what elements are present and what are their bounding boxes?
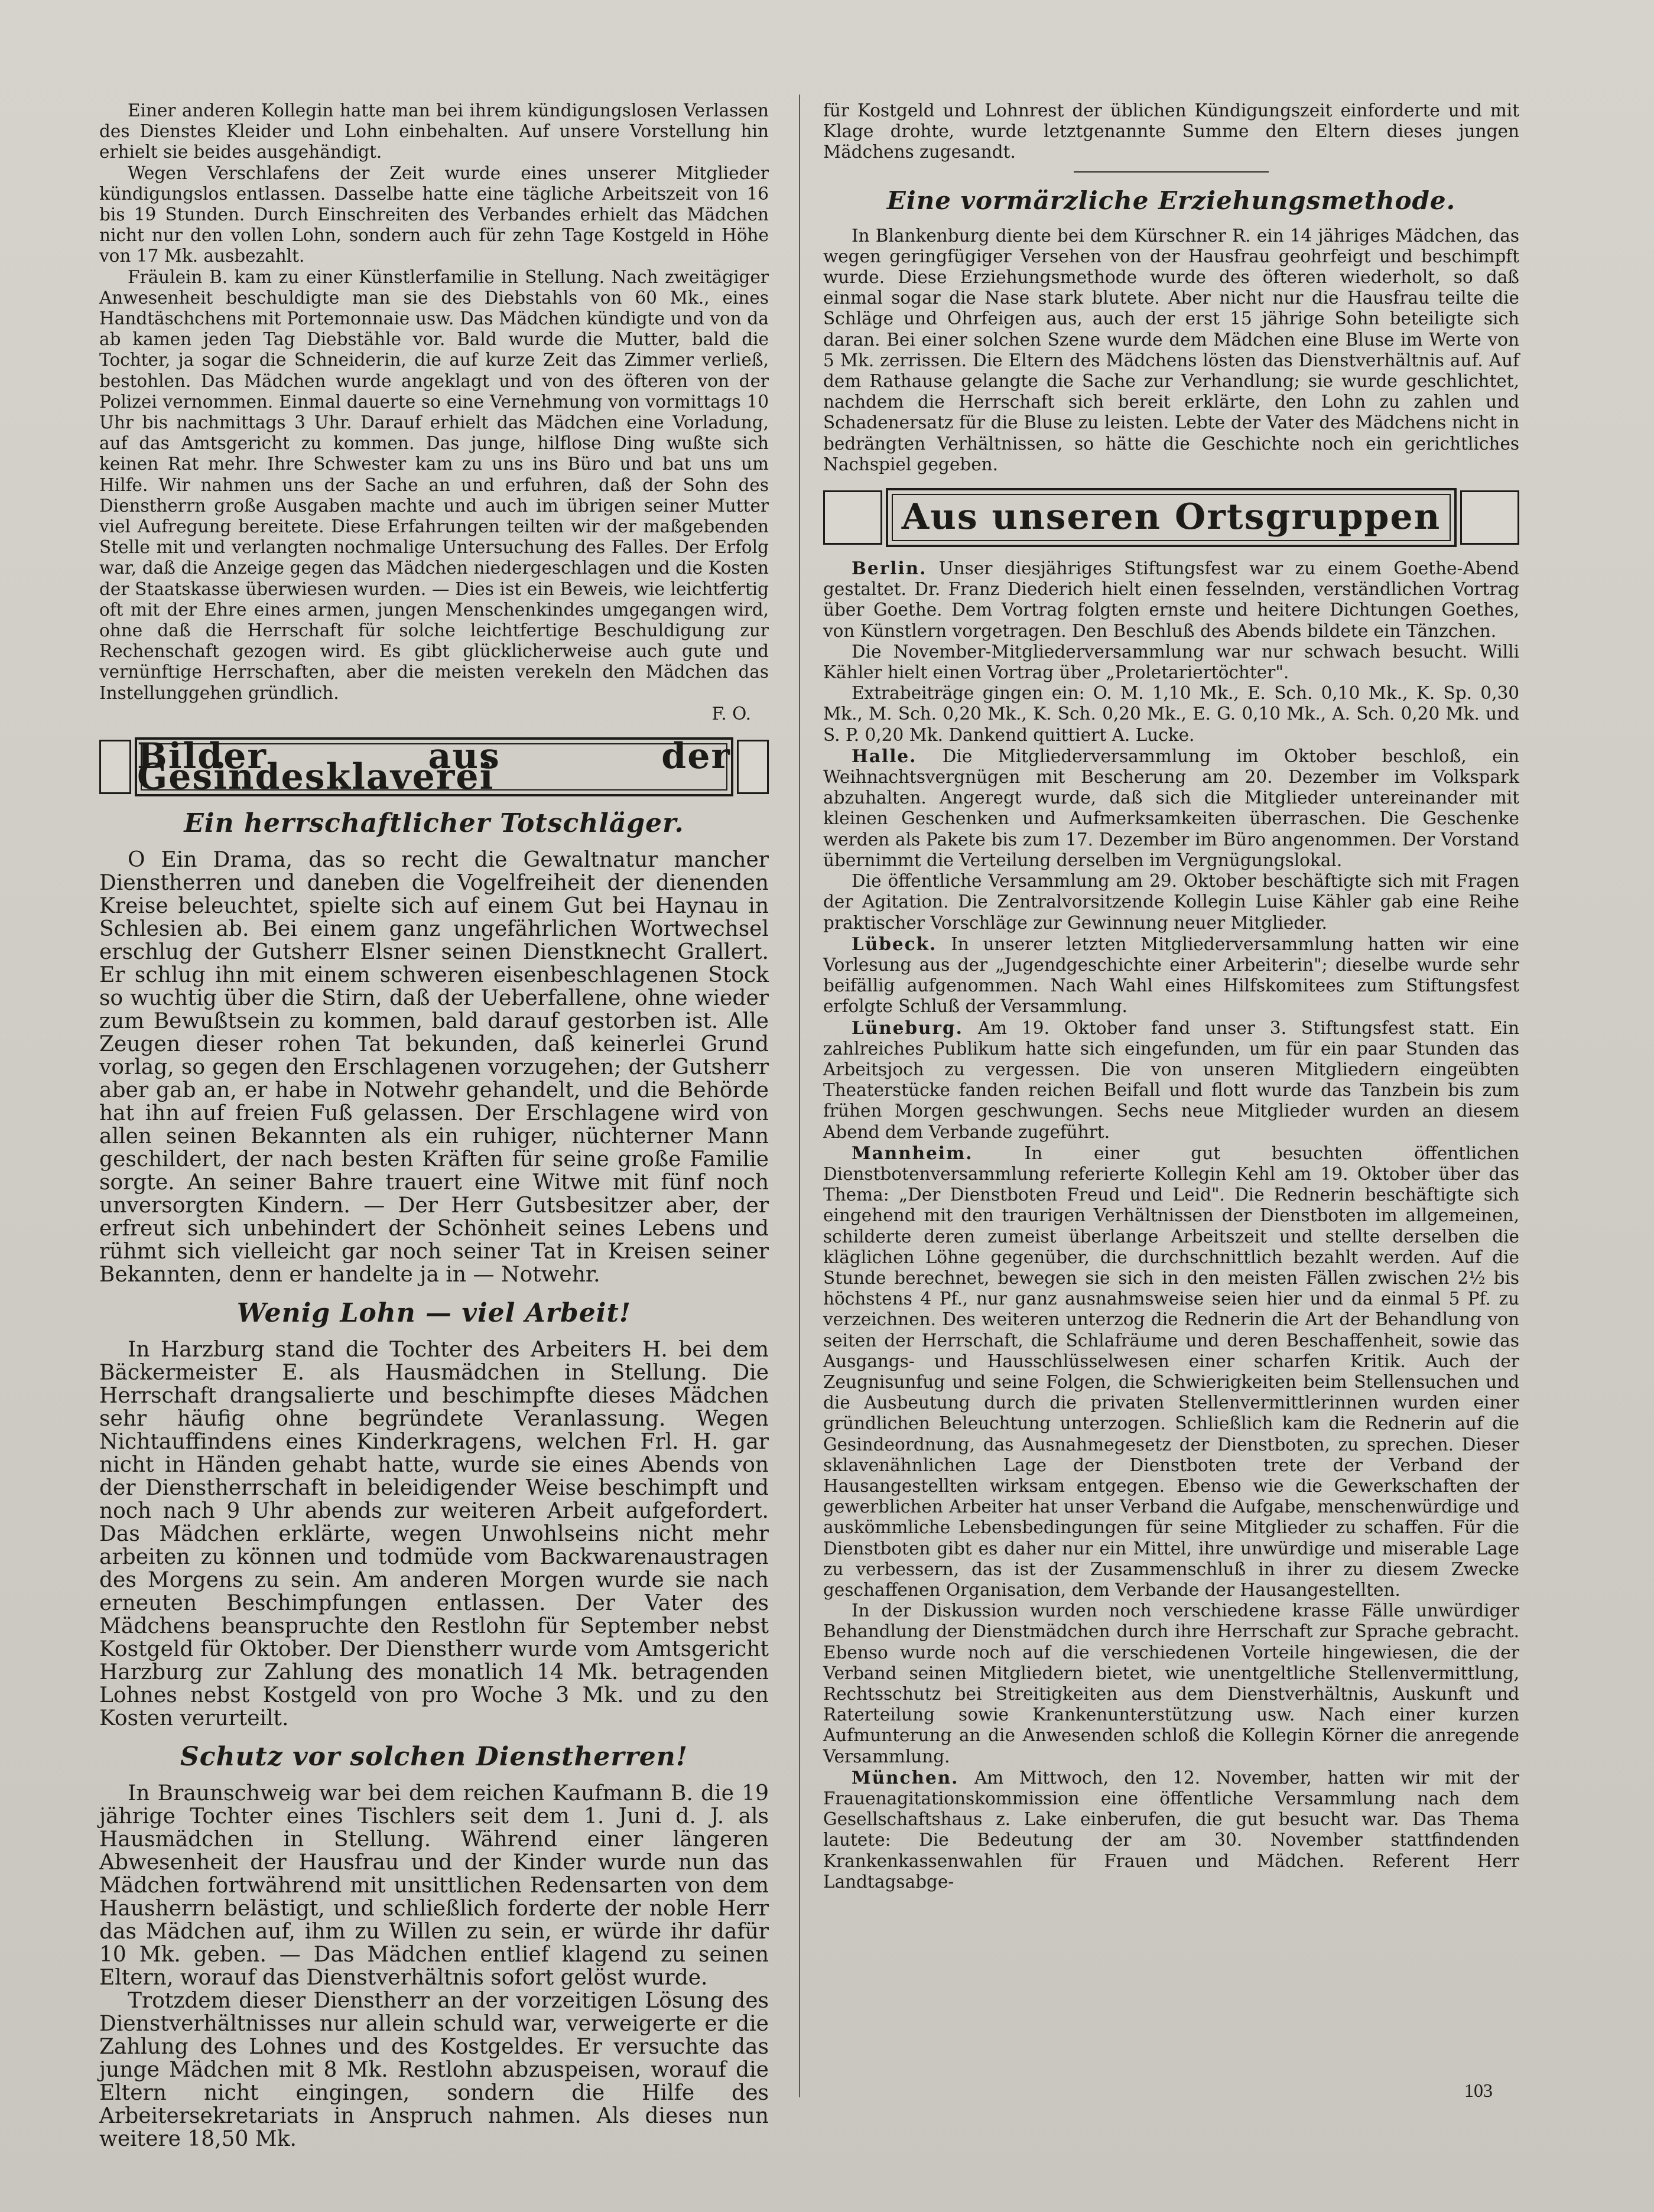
banner-ornament-right (737, 740, 769, 794)
page-number: 103 (1464, 2080, 1493, 2101)
banner-ornament-left (823, 490, 882, 545)
separator-rule (1074, 171, 1269, 173)
city-muenchen: München. (852, 1767, 959, 1788)
report-muenchen: München. Am Mittwoch, den 12. November, hatten wir mit der Frauenagitationskommission eine öffentliche Versammlung nach dem Gesellschaftshaus z. Lake einberufen, die gut besucht war. Das Thema lautete: Die Bedeutung der am 30. November stattfindenden Krankenkassenwahlen für Frauen und Mädchen. Referent Herr Landtagsabge- (823, 1767, 1519, 1892)
report-berlin: Berlin. Unser diesjähriges Stiftungsfest war zu einem Goethe-Abend gestaltet. Dr. Franz Diederich hielt einen fesselnden, verständlichen Vortrag über Goethe. Dem Vortrag folgten ernste und heitere Dichtungen Goethes, von Künstlern vorgetragen. Den Beschluß des Abends bildete ein Tänzchen. (823, 558, 1519, 641)
article-text-erziehungsmethode: In Blankenburg diente bei dem Kürschner R. ein 14 jähriges Mädchen, das wegen geringfügiger Versehen von der Hausfrau geohrfeigt und beschimpft wurde. Diese Erziehungsmethode wurde des öfteren wiederholt, so daß einmal sogar die Nase stark blutete. Aber nicht nur die Hausfrau teilte die Schläge und Ohrfeigen aus, auch der erst 15 jährige Sohn beteiligte sich daran. Bei einer solchen Szene wurde dem Mädchen eine Bluse im Werte von 5 Mk. zerrissen. Die Eltern des Mädchens lösten das Dienstverhältnis auf. Auf dem Rathause gelangte die Sache zur Verhandlung; sie wurde geschlichtet, nachdem die Herrschaft sich bereit erklärte, den Lohn zu zahlen und Schadenersatz für die Bluse zu leisten. Lebte der Vater des Mädchens nicht in bedrängten Verhältnissen, so hätte die Geschichte noch ein gerichtliches Nachspiel gegeben. (823, 225, 1519, 474)
article-text-schutz-2: Trotzdem dieser Dienstherr an der vorzeitigen Lösung des Dienstverhältnisses nur allein schuld war, verweigerte er die Zahlung des Lohnes und des Kostgeldes. Er versuchte das junge Mädchen mit 8 Mk. Restlohn abzuspeisen, worauf die Eltern nicht eingingen, sondern die Hilfe des Arbeitersekretariats in Anspruch nahmen. Als dieses nun weitere 18,50 Mk. (99, 1989, 769, 2152)
banner-title: Bilder aus der Gesindesklaverei (135, 737, 733, 796)
article-title-schutz: Schutz vor solchen Dienstherren! (180, 1742, 688, 1772)
city-mannheim: Mannheim. (852, 1142, 973, 1163)
city-lueneburg: Lüneburg. (852, 1017, 963, 1038)
report-halle: Halle. Die Mitgliederversammlung im Oktober beschloß, ein Weihnachtsvergnügen mit Bescherung am 20. Dezember im Volkspark abzuhalten. Angeregt wurde, daß sich die Mitglieder untereinander mit kleinen Geschenken und Aufmerksamkeiten überraschen. Die Geschenke werden als Pakete bis zum 17. Dezember im Büro angenommen. Der Vorstand übernimmt die Verteilung derselben im Vergnügungslokal. (823, 745, 1519, 870)
banner-ornament-right (1460, 490, 1519, 545)
report-halle-2: Die öffentliche Versammlung am 29. Oktober beschäftigte sich mit Fragen der Agitation. Die Zentralvorsitzende Kollegin Luise Kähler gab eine Reihe praktischer Vorschläge zur Gewinnung neuer Mitglieder. (823, 871, 1519, 933)
city-berlin: Berlin. (852, 558, 927, 579)
report-lueneburg: Lüneburg. Am 19. Oktober fand unser 3. Stiftungsfest statt. Ein zahlreiches Publikum hatte sich eingefunden, um für ein paar Stunden das Arbeitsjoch zu vergessen. Die von unseren Mitgliedern eingeübten Theaterstücke fanden reichen Beifall und flott wurde das Tanzbein bis zum frühen Morgen geschwungen. Sechs neue Mitglieder wurden an diesem Abend dem Verbande zugeführt. (823, 1017, 1519, 1142)
banner-ornament-left (99, 740, 131, 794)
section-banner-ortsgruppen (823, 488, 1519, 547)
report-luebeck: Lübeck. In unserer letzten Mitgliederversammlung hatten wir eine Vorlesung aus der „Jugendgeschichte einer Arbeiterin"; dieselbe wurde sehr beifällig aufgenommen. Nach Wahl eines Hilfskomitees zum Stiftungsfest erfolgte Schluß der Versammlung. (823, 933, 1519, 1017)
signature: F. O. (711, 703, 751, 724)
intro-paragraph-1: Einer anderen Kollegin hatte man bei ihrem kündigungslosen Verlassen des Dienstes Kleider und Lohn einbehalten. Auf unsere Vorstellung hin erhielt sie beides ausgehändigt. (99, 100, 769, 162)
city-luebeck: Lübeck. (852, 933, 937, 954)
article-text-totschlaeger: O Ein Drama, das so recht die Gewaltnatur mancher Dienstherren und daneben die Vogelfreiheit der dienenden Kreise beleuchtet, spielte sich auf einem Gut bei Haynau in Schlesien ab. Bei einem ganz ungefährlichen Wortwechsel erschlug der Gutsherr Elsner seinen Dienstknecht Grallert. Er schlug ihn mit einem schweren eisenbeschlagenen Stock so wuchtig über die Stirn, daß der Ueberfallene, ohne wieder zum Bewußtsein zu kommen, bald darauf gestorben ist. Alle Zeugen dieser rohen Tat bekunden, daß keinerlei Grund vorlag, so gegen den Erschlagenen vorzugehen; der Gutsherr aber gab an, er habe in Notwehr gehandelt, und die Behörde hat ihn auf freien Fuß gelassen. Der Erschlagene wird von allen seinen Bekannten als ein ruhiger, nüchterner Mann geschildert, der nach besten Kräften für seine große Familie sorgte. An seiner Bahre trauert eine Witwe mit fünf noch unversorgten Kindern. — Der Herr Gutsbesitzer aber, der erfreut sich unbehindert der Schönheit seines Lebens und rühmt sich vielleicht gar noch seiner Tat in Kreisen seiner Bekannten, denn er handelte ja in — Notwehr. (99, 848, 769, 1287)
left-column (99, 100, 769, 2151)
article-title-totschlaeger: Ein herrschaftlicher Totschläger. (184, 808, 684, 839)
report-mannheim-2: In der Diskussion wurden noch verschiedene krasse Fälle unwürdiger Behandlung der Dienstmädchen durch ihre Herrschaft zur Sprache gebracht. Ebenso wurde noch auf die verschiedenen Vorteile hingewiesen, die der Verband seinen Mitgliedern bietet, wie unentgeltliche Stellenvermittlung, Rechtsschutz bei Streitigkeiten aus dem Dienstverhältnis, Auskunft und Raterteilung sowie Krankenunterstützung usw. Nach einer kurzen Aufmunterung an die Anwesenden schloß die Kollegin Körner die anregende Versammlung. (823, 1601, 1519, 1767)
article-text-schutz-1: In Braunschweig war bei dem reichen Kaufmann B. die 19 jährige Tochter eines Tischlers seit dem 1. Juni d. J. als Hausmädchen in Stellung. Während einer längeren Abwesenheit der Hausfrau und der Kinder wurde nun das Mädchen fortwährend mit unsittlichen Redensarten von dem Hausherrn belästigt, und schließlich forderte der noble Herr das Mädchen auf, ihm zu Willen zu sein, er würde ihr dafür 10 Mk. geben. — Das Mädchen entlief klagend zu seinen Eltern, worauf das Dienstverhältnis sofort gelöst wurde. (99, 1781, 769, 1990)
city-halle: Halle. (852, 745, 917, 766)
article-text-wenig-lohn: In Harzburg stand die Tochter des Arbeiters H. bei dem Bäckermeister E. als Hausmädchen in Stellung. Die Herrschaft drangsalierte und beschimpfte dieses Mädchen sehr häufig ohne begründete Veranlassung. Wegen Nichtauffindens eines Kinderkragens, welchen Frl. H. gar nicht in Händen gehabt hatte, wurde sie eines Abends von der Dienstherrschaft in beleidigender Weise beschimpft und noch nach 9 Uhr abends zur weiteren Arbeit aufgefordert. Das Mädchen erklärte, wegen Unwohlseins nicht mehr arbeiten zu können und todmüde vom Backwarenaustragen des Morgens zu sein. Am anderen Morgen wurde sie nach erneuten Beschimpfungen entlassen. Der Vater des Mädchens beanspruchte den Restlohn für September nebst Kostgeld für Oktober. Der Dienstherr wurde vom Amtsgericht Harzburg zur Zahlung des monatlich 14 Mk. betragenden Lohnes nebst Kostgeld von pro Woche 3 Mk. und zu den Kosten verurteilt. (99, 1338, 769, 1731)
article-title-wenig-lohn: Wenig Lohn — viel Arbeit! (236, 1298, 632, 1329)
column-divider (799, 95, 800, 2097)
report-mannheim: Mannheim. In einer gut besuchten öffentlichen Dienstbotenversammlung referierte Kollegin Kehl am 19. Oktober über das Thema: „Der Dienstboten Freud und Leid". Die Rednerin beschäftigte sich eingehend mit den traurigen Verhältnissen der Dienstboten im allgemeinen, schilderte deren zumeist überlange Arbeitszeit und stellte derselben die kläglichen Löhne gegenüber, die durchschnittlich bezahlt werden. Auf die Stunde berechnet, bewegen sie sich in den meisten Fällen zwischen 2½ bis höchstens 4 Pf., nur ganz ausnahmsweise seien hier und da einmal 5 Pf. zu verzeichnen. Des weiteren unterzog die Rednerin die Art der Behandlung von seiten der Herrschaft, die Schlafräume und deren Beschaffenheit, sowie das Ausgangs- und Hausschlüsselwesen einer scharfen Kritik. Auch der Zeugnisunfug und seine Folgen, die Schwierigkeiten beim Stellensuchen und die Ausbeutung durch die privaten Stellenvermittlerinnen wurden einer gründlichen Beleuchtung unterzogen. Schließlich kam die Rednerin auf die Gesindeordnung, das Ausnahmegesetz der Dienstboten, zu sprechen. Dieser sklavenähnlichen Lage der Dienstboten trete der Verband der Hausangestellten wirksam entgegen. Ebenso wie die Gewerkschaften der gewerblichen Arbeiter hat unser Verband die Aufgabe, menschenwürdige und auskömmliche Lebensbedingungen für seine Mitglieder zu schaffen. Für die Dienstboten gibt es daher nur ein Mittel, ihre unwürdige und miserable Lage zu verbessern, das ist der Zusammenschluß in ihrer zu diesem Zwecke geschaffenen Organisation, dem Verbande der Hausangestellten. (823, 1142, 1519, 1600)
right-column (823, 100, 1519, 1892)
intro-paragraph-3: Fräulein B. kam zu einer Künstlerfamilie in Stellung. Nach zweitägiger Anwesenheit beschuldigte man sie des Diebstahls von 60 Mk., eines Handtäschchens mit Portemonnaie usw. Das Mädchen kündigte und von da ab kamen jeden Tag Diebstähle vor. Bald wurde die Mutter, bald die Tochter, ja sogar die Schneiderin, die auf kurze Zeit das Zimmer verließ, bestohlen. Das Mädchen wurde angeklagt und von des öfteren von der Polizei vernommen. Einmal dauerte so eine Vernehmung von vormittags 10 Uhr bis nachmittags 3 Uhr. Darauf erhielt das Mädchen eine Vorladung, auf das Amtsgericht zu kommen. Das junge, hilflose Ding wußte sich keinen Rat mehr. Ihre Schwester kam zu uns ins Büro und bat uns um Hilfe. Wir nahmen uns der Sache an und erfuhren, daß der Sohn des Dienstherrn große Ausgaben machte und auch im übrigen seiner Mutter viel Aufregung bereitete. Diese Erfahrungen teilten wir der maßgebenden Stelle mit und verlangten nochmalige Untersuchung des Falles. Der Erfolg war, daß die Anzeige gegen das Mädchen niedergeschlagen und die Kosten der Staatskasse überwiesen wurden. — Dies ist ein Beweis, wie leichtfertig oft mit der Ehre eines armen, jungen Menschenkindes umgegangen wird, ohne daß die Herrschaft für solche leichtfertige Beschuldigung zur Rechenschaft gezogen wird. Es gibt glücklicherweise auch gute und vernünftige Herrschaften, aber die meisten verekeln den Mädchen das Instellunggehen gründlich. (99, 266, 769, 703)
report-berlin-2: Die November-Mitgliederversammlung war nur schwach besucht. Willi Kähler hielt einen Vortrag über „Proletariertöchter". (823, 641, 1519, 683)
article-title-erziehungsmethode: Eine vormärzliche Erziehungsmethode. (886, 186, 1456, 215)
intro-paragraph-2: Wegen Verschlafens der Zeit wurde eines unserer Mitglieder kündigungslos entlassen. Dasselbe hatte eine tägliche Arbeitszeit von 16 bis 19 Stunden. Durch Einschreiten des Verbandes erhielt das Mädchen nicht nur den vollen Lohn, sondern auch für zehn Tage Kostgeld in Höhe von 17 Mk. ausbezahlt. (99, 162, 769, 266)
section-banner-gesindesklaverei (99, 737, 769, 796)
continuation-paragraph: für Kostgeld und Lohnrest der üblichen Kündigungszeit einforderte und mit Klage drohte, wurde letztgenannte Summe den Eltern dieses jungen Mädchens zugesandt. (823, 100, 1519, 162)
report-berlin-3: Extrabeiträge gingen ein: O. M. 1,10 Mk., E. Sch. 0,10 Mk., K. Sp. 0,30 Mk., M. Sch. 0,20 Mk., K. Sch. 0,20 Mk., E. G. 0,10 Mk., A. Sch. 0,20 Mk. und S. P. 0,20 Mk. Dankend quittiert A. Lucke. (823, 683, 1519, 745)
banner-title: Aus unseren Ortsgruppen (886, 488, 1457, 547)
